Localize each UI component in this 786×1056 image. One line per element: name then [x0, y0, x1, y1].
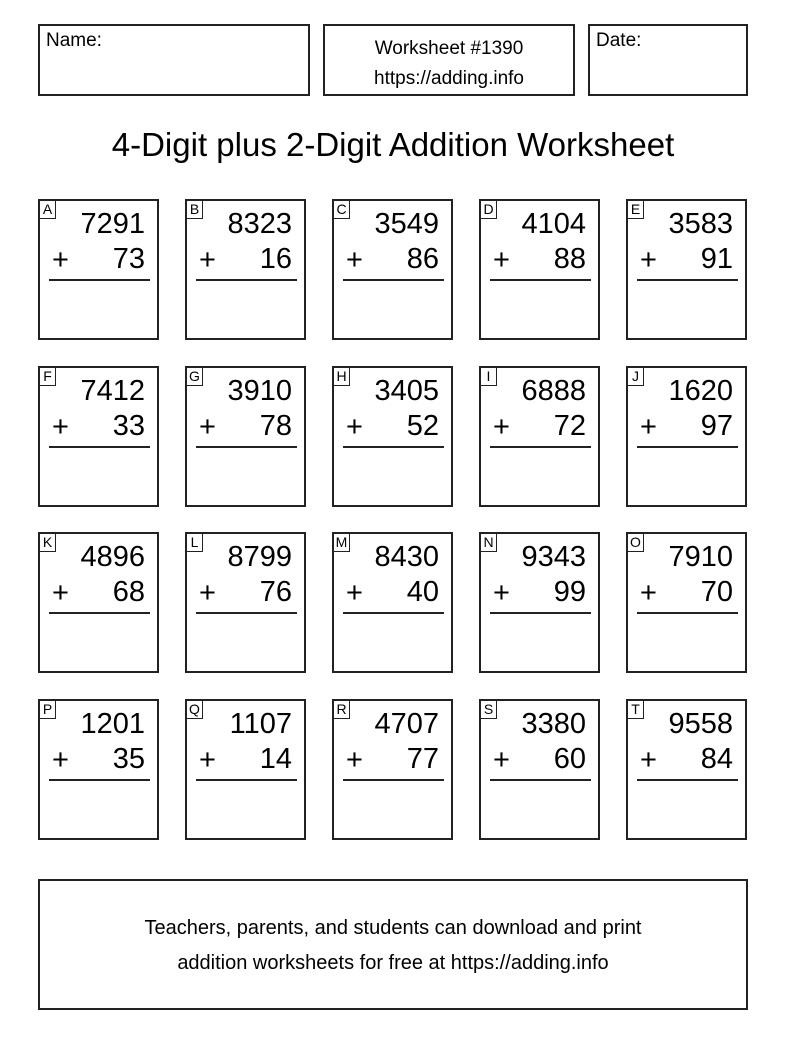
problem-card [185, 532, 306, 673]
name-label: Name: [46, 30, 102, 51]
answer-rule [490, 279, 591, 281]
worksheet-number: Worksheet #1390 [374, 38, 524, 59]
problem-card [626, 199, 747, 340]
answer-area[interactable] [187, 783, 304, 838]
problem-letter: K [39, 533, 56, 552]
addend-bottom: 91 [700, 243, 733, 275]
addend-bottom: 73 [112, 243, 145, 275]
problem-card [38, 366, 159, 507]
answer-rule [343, 279, 444, 281]
problem-card [185, 366, 306, 507]
problem-letter: S [480, 700, 497, 719]
plus-sign: + [199, 411, 216, 443]
addend-top: 3405 [374, 375, 439, 407]
addend-bottom: 14 [259, 743, 292, 775]
addend-bottom: 76 [259, 576, 292, 608]
answer-area[interactable] [334, 783, 451, 838]
answer-area[interactable] [628, 616, 745, 671]
answer-area[interactable] [40, 450, 157, 505]
addend-top: 4104 [521, 208, 586, 240]
addend-bottom: 84 [700, 743, 733, 775]
answer-rule [49, 446, 150, 448]
plus-sign: + [640, 744, 657, 776]
addend-bottom: 86 [406, 243, 439, 275]
plus-sign: + [346, 744, 363, 776]
answer-area[interactable] [628, 783, 745, 838]
problem-card [332, 699, 453, 840]
answer-rule [343, 446, 444, 448]
addend-top: 3549 [374, 208, 439, 240]
answer-rule [637, 779, 738, 781]
addend-bottom: 70 [700, 576, 733, 608]
plus-sign: + [52, 244, 69, 276]
answer-rule [637, 279, 738, 281]
problem-letter: E [627, 200, 644, 219]
addend-top: 8799 [227, 541, 292, 573]
answer-rule [490, 446, 591, 448]
answer-area[interactable] [40, 616, 157, 671]
page-title: 4-Digit plus 2-Digit Addition Worksheet [111, 126, 675, 163]
problem-letter: M [333, 533, 350, 552]
problem-letter: Q [186, 700, 203, 719]
footer-line-2: addition worksheets for free at https://adding.info [177, 952, 609, 974]
plus-sign: + [346, 244, 363, 276]
answer-rule [343, 612, 444, 614]
problem-card [626, 699, 747, 840]
problem-card [332, 532, 453, 673]
answer-area[interactable] [628, 450, 745, 505]
addend-top: 4707 [374, 708, 439, 740]
problem-letter: O [627, 533, 644, 552]
problem-letter: N [480, 533, 497, 552]
answer-rule [343, 779, 444, 781]
addend-bottom: 40 [406, 576, 439, 608]
problem-card [332, 199, 453, 340]
answer-rule [196, 279, 297, 281]
problem-letter: C [333, 200, 350, 219]
addend-top: 1620 [668, 375, 733, 407]
date-label: Date: [596, 30, 642, 51]
plus-sign: + [346, 577, 363, 609]
answer-area[interactable] [40, 783, 157, 838]
problem-card [38, 699, 159, 840]
answer-area[interactable] [40, 283, 157, 338]
addend-top: 7412 [80, 375, 145, 407]
plus-sign: + [640, 411, 657, 443]
addend-bottom: 52 [406, 410, 439, 442]
worksheet-url: https://adding.info [374, 68, 524, 89]
answer-area[interactable] [481, 283, 598, 338]
problem-letter: I [480, 367, 497, 386]
answer-area[interactable] [334, 283, 451, 338]
addend-top: 3583 [668, 208, 733, 240]
plus-sign: + [199, 744, 216, 776]
date-field[interactable] [588, 24, 748, 96]
answer-rule [49, 612, 150, 614]
plus-sign: + [346, 411, 363, 443]
problem-letter: B [186, 200, 203, 219]
answer-rule [490, 612, 591, 614]
plus-sign: + [52, 744, 69, 776]
plus-sign: + [493, 244, 510, 276]
plus-sign: + [493, 411, 510, 443]
problem-letter: G [186, 367, 203, 386]
problem-card [626, 366, 747, 507]
answer-rule [196, 779, 297, 781]
problem-card [38, 199, 159, 340]
addend-top: 8430 [374, 541, 439, 573]
addend-top: 4896 [80, 541, 145, 573]
addend-top: 1107 [229, 708, 292, 740]
problem-letter: F [39, 367, 56, 386]
answer-area[interactable] [628, 283, 745, 338]
problem-letter: P [39, 700, 56, 719]
answer-rule [637, 446, 738, 448]
plus-sign: + [640, 577, 657, 609]
answer-area[interactable] [481, 783, 598, 838]
problem-letter: T [627, 700, 644, 719]
plus-sign: + [493, 744, 510, 776]
addend-top: 7910 [668, 541, 733, 573]
problem-letter: R [333, 700, 350, 719]
plus-sign: + [640, 244, 657, 276]
plus-sign: + [199, 244, 216, 276]
addend-top: 8323 [227, 208, 292, 240]
problem-letter: A [39, 200, 56, 219]
addend-bottom: 33 [112, 410, 145, 442]
addend-bottom: 16 [259, 243, 292, 275]
problem-letter: H [333, 367, 350, 386]
answer-rule [49, 779, 150, 781]
name-field[interactable] [38, 24, 310, 96]
problem-card [185, 699, 306, 840]
addend-top: 7291 [80, 208, 145, 240]
answer-rule [490, 779, 591, 781]
addend-bottom: 99 [553, 576, 586, 608]
answer-rule [196, 612, 297, 614]
problem-card [626, 532, 747, 673]
problem-card [479, 532, 600, 673]
footer-line-1: Teachers, parents, and students can download and print [144, 917, 642, 939]
answer-area[interactable] [334, 616, 451, 671]
problem-letter: J [627, 367, 644, 386]
problem-card [479, 699, 600, 840]
addend-top: 6888 [521, 375, 586, 407]
answer-rule [196, 446, 297, 448]
addend-top: 3380 [521, 708, 586, 740]
problem-card [332, 366, 453, 507]
addend-bottom: 78 [259, 410, 292, 442]
answer-area[interactable] [187, 450, 304, 505]
plus-sign: + [52, 411, 69, 443]
problem-card [479, 366, 600, 507]
addend-top: 3910 [227, 375, 292, 407]
problem-card [185, 199, 306, 340]
answer-rule [49, 279, 150, 281]
plus-sign: + [52, 577, 69, 609]
addend-bottom: 35 [112, 743, 145, 775]
addend-bottom: 88 [553, 243, 586, 275]
answer-area[interactable] [481, 450, 598, 505]
addend-top: 1201 [80, 708, 145, 740]
addend-bottom: 72 [553, 410, 586, 442]
footer-box [38, 879, 748, 1010]
addend-bottom: 68 [112, 576, 145, 608]
answer-rule [637, 612, 738, 614]
plus-sign: + [493, 577, 510, 609]
answer-area[interactable] [187, 283, 304, 338]
addend-top: 9343 [521, 541, 586, 573]
addend-bottom: 97 [700, 410, 733, 442]
problem-card [38, 532, 159, 673]
worksheet-info-box [323, 24, 575, 96]
answer-area[interactable] [187, 616, 304, 671]
answer-area[interactable] [334, 450, 451, 505]
problem-card [479, 199, 600, 340]
addend-top: 9558 [668, 708, 733, 740]
problem-letter: L [186, 533, 203, 552]
problem-letter: D [480, 200, 497, 219]
addend-bottom: 60 [553, 743, 586, 775]
answer-area[interactable] [481, 616, 598, 671]
addend-bottom: 77 [406, 743, 439, 775]
plus-sign: + [199, 577, 216, 609]
